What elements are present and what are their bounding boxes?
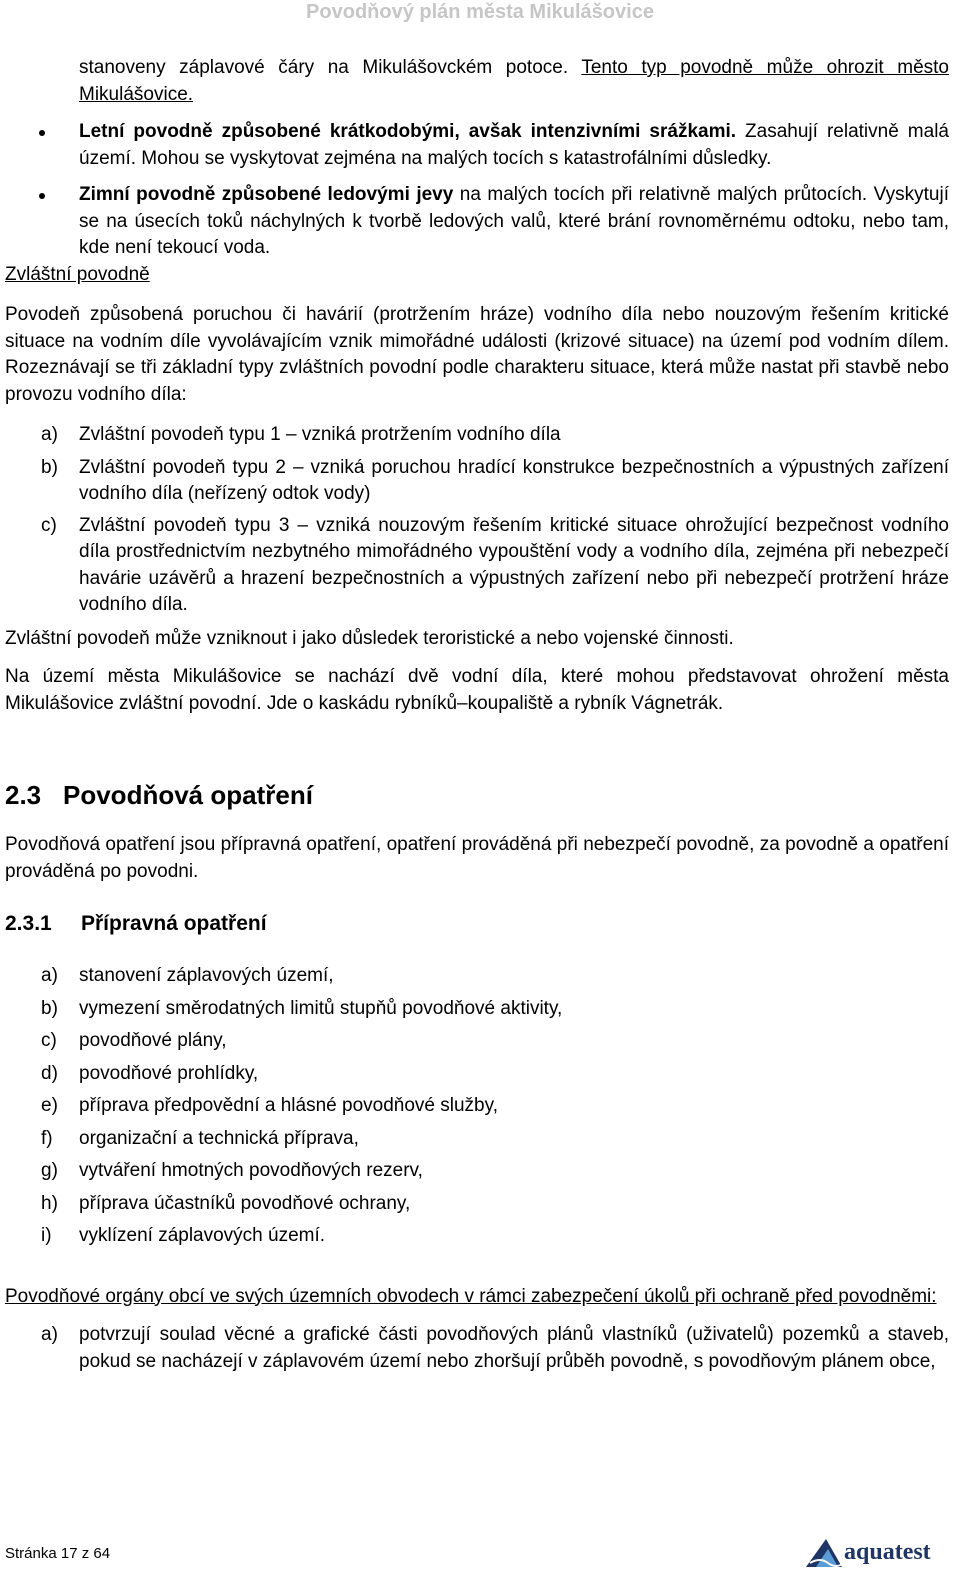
- list-item: [5, 513, 949, 619]
- bullet-bold: Letní povodně způsobené krátkodobými, avšak intenzivními srážkami.: [79, 121, 737, 142]
- list-item-text: povodňové prohlídky,: [79, 1062, 259, 1084]
- list-item-label: c): [41, 1030, 57, 1051]
- intro-underlined-text: Tento typ povodně může ohrozit město Mikulášovice.: [79, 57, 949, 105]
- list-item: [5, 455, 949, 508]
- list-item-label: c): [41, 514, 57, 536]
- list-item: [5, 996, 949, 1023]
- list-item: [5, 1028, 949, 1055]
- list-item-text: příprava účastníků povodňové ochrany,: [79, 1192, 411, 1214]
- list-item: [5, 1223, 949, 1250]
- list-item-label: i): [41, 1225, 52, 1246]
- list-item: [5, 1093, 949, 1120]
- list-item-label: a): [41, 424, 58, 445]
- terror-paragraph: Zvláštní povodeň může vzniknout i jako důsledek teroristické a nebo vojenské činnosti.: [5, 627, 734, 649]
- bullet-icon: [39, 193, 45, 199]
- special-floods-heading: Zvláštní povodně: [5, 263, 150, 285]
- organs-heading: Povodňové orgány obcí ve svých územních obvodech v rámci zabezpečení úkolů při ochraně před povodněmi:: [5, 1285, 937, 1307]
- list-item-text: Zvláštní povodeň typu 1 – vzniká protržením vodního díla: [79, 424, 561, 445]
- list-item-text: stanovení záplavových území,: [79, 965, 334, 986]
- section-intro: Povodňová opatření jsou přípravná opatření, opatření prováděná při nebezpečí povodně, za povodně a opatření prováděná po povodni.: [5, 834, 949, 882]
- list-item: [5, 1322, 949, 1375]
- list-item-label: a): [41, 1324, 58, 1345]
- list-item-text: povodňové plány,: [79, 1030, 227, 1051]
- section-heading: [5, 780, 949, 810]
- list-item: [5, 1061, 949, 1088]
- list-item: [5, 963, 949, 990]
- list-item-label: f): [41, 1127, 53, 1149]
- subsection-heading: [5, 911, 949, 937]
- bullet-icon: [39, 130, 45, 136]
- subsection-title: Přípravná opatření: [81, 912, 267, 935]
- bullet-text: Zasahují relativně malá území. Mohou se vyskytovat zejména na malých tocích s katastrofálními důsledky.: [79, 121, 949, 169]
- list-item-text: vymezení směrodatných limitů stupňů povodňové aktivity,: [79, 997, 563, 1019]
- preparatory-measures-list: [5, 963, 949, 1250]
- section-title: Povodňová opatření: [63, 780, 313, 810]
- section-number: 2.3: [5, 780, 42, 810]
- list-item-text: vyklízení záplavových území.: [79, 1225, 326, 1246]
- list-item-label: e): [41, 1095, 58, 1116]
- list-item-label: h): [41, 1192, 58, 1214]
- intro-text: stanoveny záplavové čáry na Mikulášovckém potoce.: [79, 57, 582, 78]
- list-item-text: příprava předpovědní a hlásné povodňové služby,: [79, 1095, 498, 1116]
- list-item-label: d): [41, 1062, 58, 1084]
- list-item: [5, 422, 949, 449]
- list-item-text: Zvláštní povodeň typu 2 – vzniká poruchou hradící konstrukce bezpečnostních a výpustných zařízení vodního díla (neřízený odtok vody): [79, 456, 949, 504]
- subsection-number: 2.3.1: [5, 912, 52, 935]
- list-item-label: b): [41, 456, 58, 478]
- list-item-label: g): [41, 1160, 58, 1181]
- logo-text: aquatest: [844, 1539, 931, 1565]
- local-dams-paragraph: Na území města Mikulášovice se nachází dvě vodní díla, které mohou představovat ohrožení města Mikulášovice zvláštní povodní. Jde o kaskádu rybníků–koupaliště a rybník Vágnetrák.: [5, 666, 949, 714]
- list-item: [5, 1126, 949, 1153]
- bullet-bold: Zimní povodně způsobené ledovými jevy: [79, 184, 454, 205]
- page-header-title: Povodňový plán města Mikulášovice: [306, 1, 654, 23]
- list-item-label: a): [41, 965, 58, 986]
- bullet-summer-floods: [5, 119, 949, 172]
- list-item: [5, 1158, 949, 1185]
- list-item-text: vytváření hmotných povodňových rezerv,: [79, 1160, 423, 1181]
- document-body: [5, 55, 949, 1375]
- list-item-label: b): [41, 997, 58, 1019]
- list-item-text: potvrzují soulad věcné a grafické části povodňových plánů vlastníků (uživatelů) pozemků a staveb, pokud se nacházejí v záplavovém území nebo zhoršují průběh povodně, s povodňovým plánem obce,: [79, 1324, 949, 1372]
- list-item-text: organizační a technická příprava,: [79, 1127, 359, 1149]
- list-item-text: Zvláštní povodeň typu 3 – vzniká nouzovým řešením kritické situace ohrožující bezpečnost vodního díla prostřednictvím nezbytného mimořádného vypouštění vody a vodního díla, zejména při nebezpečí havárie uzávěrů a hrazení bezpečnostních a výpustných zařízení nebo při nebezpečí protržení hráze vodního díla.: [79, 514, 949, 615]
- bullet-text: na malých tocích při relativně malých průtocích. Vyskytují se na úsecích toků náchylných k tvorbě ledových valů, které brání rovnoměrnému odtoku, nebo tam, kde není tekoucí voda.: [79, 184, 949, 258]
- page-number: Stránka 17 z 64: [5, 1545, 111, 1562]
- special-floods-paragraph: Povodeň způsobená poruchou či havárií (protržením hráze) vodního díla nebo nouzovým řešením kritické situace na vodním díle vyvolávajícím vznik mimořádné události (krizové situace) na území pod vodním dílem. Rozeznávají se tři základní typy zvláštních povodní podle charakteru situace, která může nastat při stavbě nebo provozu vodního díla:: [5, 304, 949, 405]
- bullet-winter-floods: [5, 182, 949, 262]
- list-item: [5, 1191, 949, 1218]
- intro-paragraph: [5, 55, 949, 108]
